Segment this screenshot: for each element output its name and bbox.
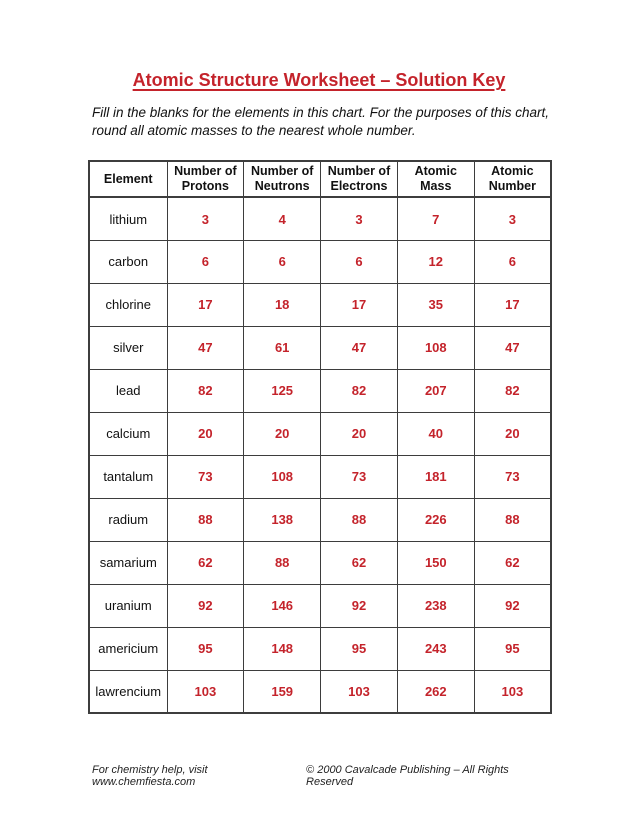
answer-value-cell: 92 <box>474 584 551 627</box>
answer-value-cell: 146 <box>244 584 321 627</box>
answer-value-cell: 17 <box>474 283 551 326</box>
answer-value-cell: 88 <box>244 541 321 584</box>
table-row <box>89 455 551 498</box>
answer-value-cell: 88 <box>474 498 551 541</box>
answer-value-cell: 125 <box>244 369 321 412</box>
footer-help-text: For chemistry help, visit www.chemfiesta.com <box>92 764 208 788</box>
answer-value-cell: 47 <box>167 326 244 369</box>
answer-value-cell: 17 <box>321 283 398 326</box>
answer-value-cell: 82 <box>474 369 551 412</box>
answer-value-cell: 238 <box>397 584 474 627</box>
answer-value-cell: 47 <box>321 326 398 369</box>
page-title-text: Atomic Structure Worksheet – Solution Key <box>132 70 506 90</box>
answer-value-cell: 17 <box>167 283 244 326</box>
answer-value-cell: 103 <box>321 670 398 713</box>
table-row <box>89 670 551 713</box>
answer-value-cell: 20 <box>321 412 398 455</box>
instructions-text: Fill in the blanks for the elements in this chart. For the purposes of this chart, round all atomic masses to the nearest whole number. <box>92 105 549 139</box>
element-name-cell: radium <box>89 498 167 541</box>
answer-value-cell: 4 <box>244 197 321 240</box>
answer-value-cell: 12 <box>397 240 474 283</box>
element-name-cell: uranium <box>89 584 167 627</box>
element-name-cell: samarium <box>89 541 167 584</box>
element-name-cell: tantalum <box>89 455 167 498</box>
element-table <box>88 160 552 714</box>
element-name-cell: silver <box>89 326 167 369</box>
answer-value-cell: 103 <box>474 670 551 713</box>
table-row <box>89 326 551 369</box>
element-table-header <box>89 161 551 197</box>
header-row <box>89 161 551 197</box>
answer-value-cell: 159 <box>244 670 321 713</box>
element-name-cell: chlorine <box>89 283 167 326</box>
table-row <box>89 412 551 455</box>
table-row <box>89 283 551 326</box>
table-row <box>89 369 551 412</box>
answer-value-cell: 92 <box>167 584 244 627</box>
page-footer <box>92 764 550 788</box>
column-header-mass: Atomic Mass <box>397 161 474 197</box>
answer-value-cell: 95 <box>474 627 551 670</box>
answer-value-cell: 3 <box>474 197 551 240</box>
answer-value-cell: 181 <box>397 455 474 498</box>
answer-value-cell: 73 <box>321 455 398 498</box>
element-name-cell: americium <box>89 627 167 670</box>
column-header-element: Element <box>89 161 167 197</box>
column-header-number: Atomic Number <box>474 161 551 197</box>
answer-value-cell: 82 <box>167 369 244 412</box>
answer-value-cell: 62 <box>474 541 551 584</box>
answer-value-cell: 95 <box>321 627 398 670</box>
element-name-cell: lead <box>89 369 167 412</box>
element-name-cell: lawrencium <box>89 670 167 713</box>
table-row <box>89 541 551 584</box>
answer-value-cell: 150 <box>397 541 474 584</box>
answer-value-cell: 3 <box>167 197 244 240</box>
column-header-neutrons: Number of Neutrons <box>244 161 321 197</box>
page-title <box>0 0 638 91</box>
column-header-protons: Number of Protons <box>167 161 244 197</box>
answer-value-cell: 35 <box>397 283 474 326</box>
answer-value-cell: 47 <box>474 326 551 369</box>
answer-value-cell: 207 <box>397 369 474 412</box>
element-table-body <box>89 197 551 713</box>
table-row <box>89 240 551 283</box>
answer-value-cell: 226 <box>397 498 474 541</box>
answer-value-cell: 108 <box>397 326 474 369</box>
answer-value-cell: 103 <box>167 670 244 713</box>
answer-value-cell: 7 <box>397 197 474 240</box>
answer-value-cell: 20 <box>474 412 551 455</box>
answer-value-cell: 62 <box>321 541 398 584</box>
answer-value-cell: 6 <box>167 240 244 283</box>
answer-value-cell: 61 <box>244 326 321 369</box>
answer-value-cell: 92 <box>321 584 398 627</box>
answer-value-cell: 88 <box>321 498 398 541</box>
element-name-cell: carbon <box>89 240 167 283</box>
answer-value-cell: 262 <box>397 670 474 713</box>
answer-value-cell: 73 <box>167 455 244 498</box>
answer-value-cell: 82 <box>321 369 398 412</box>
answer-value-cell: 18 <box>244 283 321 326</box>
element-name-cell: calcium <box>89 412 167 455</box>
table-row <box>89 584 551 627</box>
answer-value-cell: 138 <box>244 498 321 541</box>
answer-value-cell: 40 <box>397 412 474 455</box>
column-header-electrons: Number of Electrons <box>321 161 398 197</box>
table-row <box>89 627 551 670</box>
table-row <box>89 197 551 240</box>
table-row <box>89 498 551 541</box>
answer-value-cell: 6 <box>244 240 321 283</box>
answer-value-cell: 62 <box>167 541 244 584</box>
answer-value-cell: 73 <box>474 455 551 498</box>
answer-value-cell: 6 <box>474 240 551 283</box>
answer-value-cell: 243 <box>397 627 474 670</box>
answer-value-cell: 108 <box>244 455 321 498</box>
answer-value-cell: 148 <box>244 627 321 670</box>
answer-value-cell: 88 <box>167 498 244 541</box>
answer-value-cell: 6 <box>321 240 398 283</box>
answer-value-cell: 95 <box>167 627 244 670</box>
answer-value-cell: 20 <box>167 412 244 455</box>
answer-value-cell: 3 <box>321 197 398 240</box>
answer-value-cell: 20 <box>244 412 321 455</box>
element-name-cell: lithium <box>89 197 167 240</box>
footer-copyright-text: © 2000 Cavalcade Publishing – All Rights Reserved <box>306 764 509 788</box>
